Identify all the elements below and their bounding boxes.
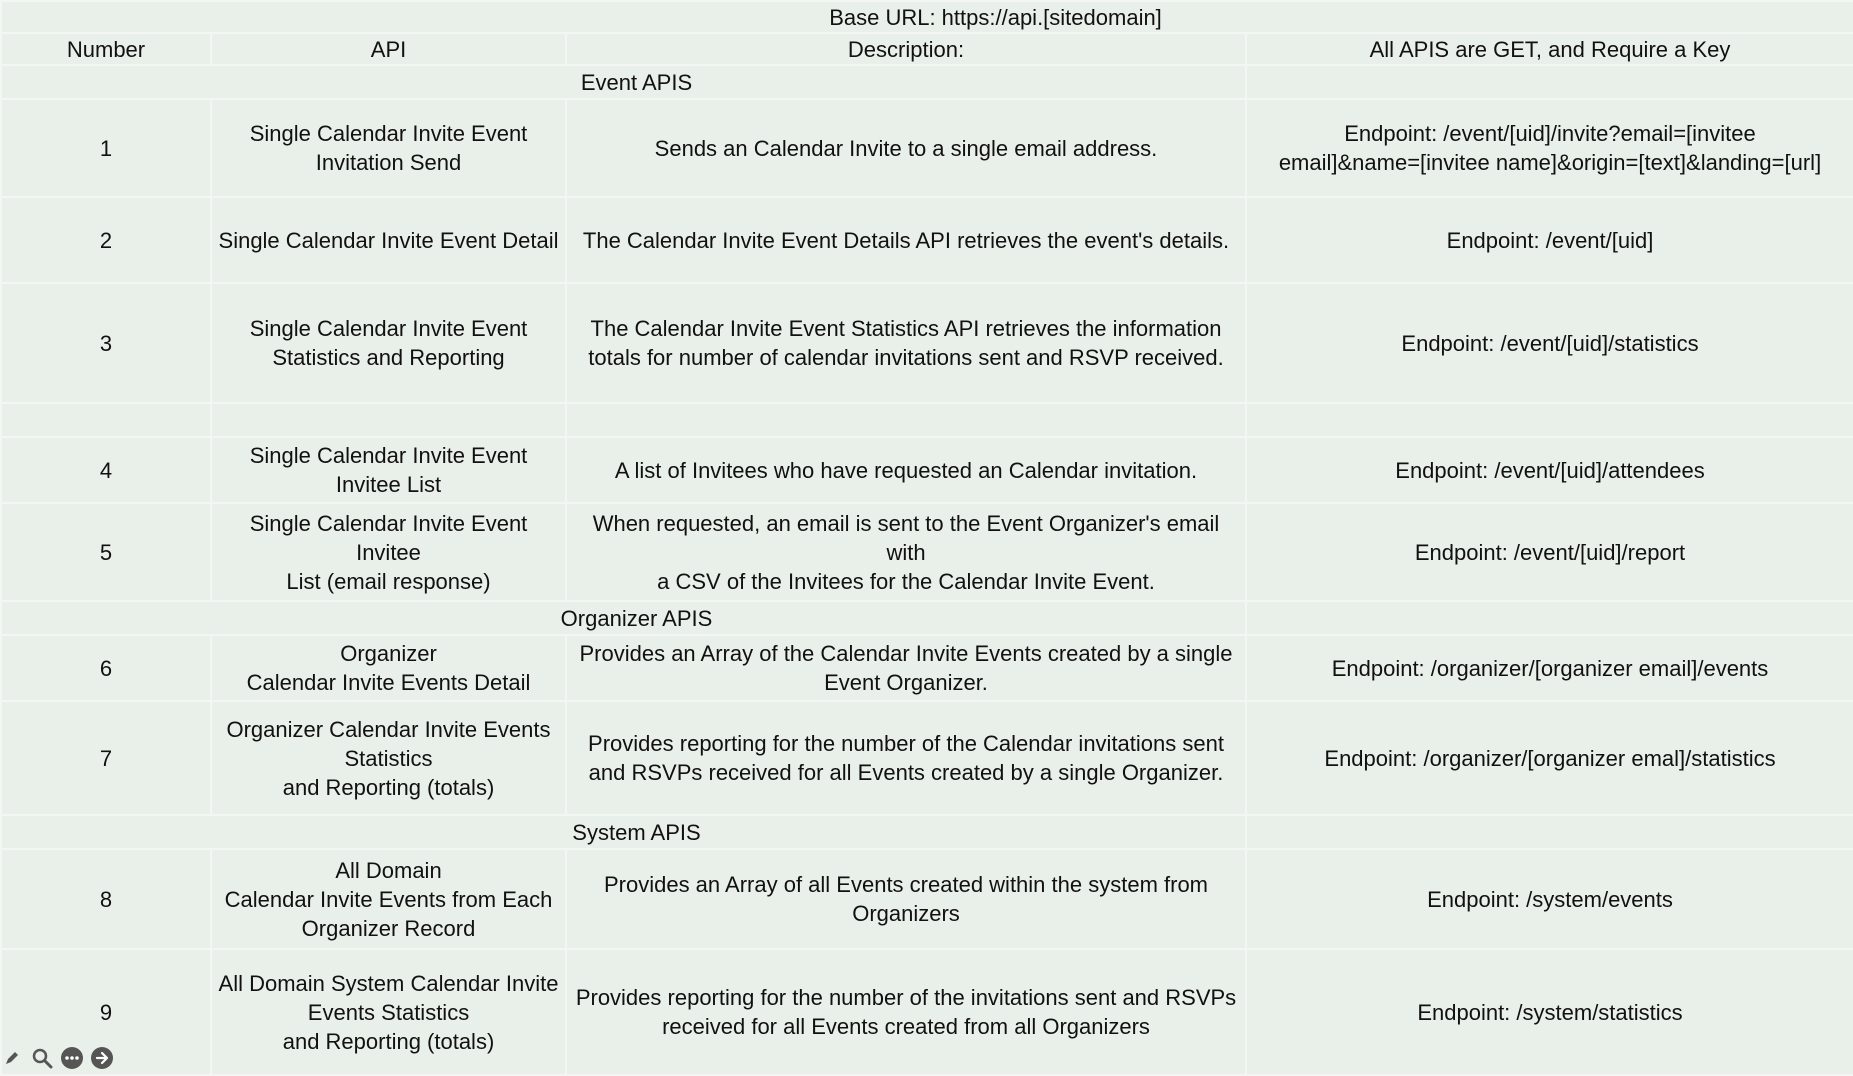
table-row [1, 949, 1853, 1075]
row-number: 3 [1, 283, 211, 403]
base-url: Base URL: https://api.[sitedomain] [1, 1, 1853, 33]
row-endpoint: Endpoint: /system/statistics [1246, 949, 1853, 1075]
row-number: 5 [1, 503, 211, 601]
row-number: 8 [1, 849, 211, 949]
section-row-organizer [1, 601, 1853, 635]
search-icon[interactable] [30, 1046, 54, 1070]
blank-cell [1246, 403, 1853, 437]
section-system-apis: System APIS [1, 815, 1246, 849]
blank-cell [566, 403, 1246, 437]
section-event-apis: Event APIS [1, 65, 1246, 99]
row-number: 1 [1, 99, 211, 197]
row-endpoint: Endpoint: /event/[uid]/invite?email=[invitee email]&name=[invitee name]&origin=[text]&landing=[url] [1246, 99, 1853, 197]
header-number: Number [1, 33, 211, 65]
row-api: Single Calendar Invite Event Invitee List (email response) [211, 503, 566, 601]
table-row [1, 283, 1853, 403]
row-description: Provides an Array of the Calendar Invite Events created by a single Event Organizer. [566, 635, 1246, 701]
row-api: Single Calendar Invite Event Invitation Send [211, 99, 566, 197]
row-api: Single Calendar Invite Event Invitee List [211, 437, 566, 503]
row-api: Single Calendar Invite Event Detail [211, 197, 566, 283]
section-row-system [1, 815, 1853, 849]
row-endpoint: Endpoint: /organizer/[organizer emal]/statistics [1246, 701, 1853, 815]
section-row-event [1, 65, 1853, 99]
row-number: 9 [1, 949, 211, 1075]
row-description: A list of Invitees who have requested an Calendar invitation. [566, 437, 1246, 503]
row-description: Provides reporting for the number of the Calendar invitations sent and RSVPs received for all Events created by a single Organizer. [566, 701, 1246, 815]
section-blank [1246, 601, 1853, 635]
row-description: The Calendar Invite Event Statistics API retrieves the information totals for number of calendar invitations sent and RSVP received. [566, 283, 1246, 403]
more-icon[interactable] [60, 1046, 84, 1070]
row-number: 6 [1, 635, 211, 701]
row-description: When requested, an email is sent to the Event Organizer's email with a CSV of the Invitees for the Calendar Invite Event. [566, 503, 1246, 601]
header-api: API [211, 33, 566, 65]
row-number: 4 [1, 437, 211, 503]
row-endpoint: Endpoint: /system/events [1246, 849, 1853, 949]
section-blank [1246, 815, 1853, 849]
presentation-toolbar [0, 1043, 120, 1073]
blank-cell [211, 403, 566, 437]
row-api: Single Calendar Invite Event Statistics and Reporting [211, 283, 566, 403]
row-description: Provides reporting for the number of the invitations sent and RSVPs received for all Events created from all Organizers [566, 949, 1246, 1075]
table-row [1, 635, 1853, 701]
next-icon[interactable] [90, 1046, 114, 1070]
row-number: 7 [1, 701, 211, 815]
pencil-icon[interactable] [0, 1046, 24, 1070]
section-blank [1246, 65, 1853, 99]
table-row [1, 701, 1853, 815]
row-number: 2 [1, 197, 211, 283]
table-row [1, 437, 1853, 503]
table-row [1, 849, 1853, 949]
base-url-row [1, 1, 1853, 33]
table-row [1, 503, 1853, 601]
table-row [1, 197, 1853, 283]
row-endpoint: Endpoint: /organizer/[organizer email]/events [1246, 635, 1853, 701]
blank-cell [1, 403, 211, 437]
header-description: Description: [566, 33, 1246, 65]
row-api: All Domain System Calendar Invite Events Statistics and Reporting (totals) [211, 949, 566, 1075]
row-endpoint: Endpoint: /event/[uid]/statistics [1246, 283, 1853, 403]
table-row [1, 99, 1853, 197]
row-api: All Domain Calendar Invite Events from Each Organizer Record [211, 849, 566, 949]
row-endpoint: Endpoint: /event/[uid]/attendees [1246, 437, 1853, 503]
header-row [1, 33, 1853, 65]
section-organizer-apis: Organizer APIS [1, 601, 1246, 635]
row-api: Organizer Calendar Invite Events Detail [211, 635, 566, 701]
row-description: The Calendar Invite Event Details API retrieves the event's details. [566, 197, 1246, 283]
row-description: Sends an Calendar Invite to a single email address. [566, 99, 1246, 197]
header-note: All APIS are GET, and Require a Key [1246, 33, 1853, 65]
row-endpoint: Endpoint: /event/[uid] [1246, 197, 1853, 283]
blank-row [1, 403, 1853, 437]
row-description: Provides an Array of all Events created within the system from Organizers [566, 849, 1246, 949]
row-api: Organizer Calendar Invite Events Statistics and Reporting (totals) [211, 701, 566, 815]
row-endpoint: Endpoint: /event/[uid]/report [1246, 503, 1853, 601]
